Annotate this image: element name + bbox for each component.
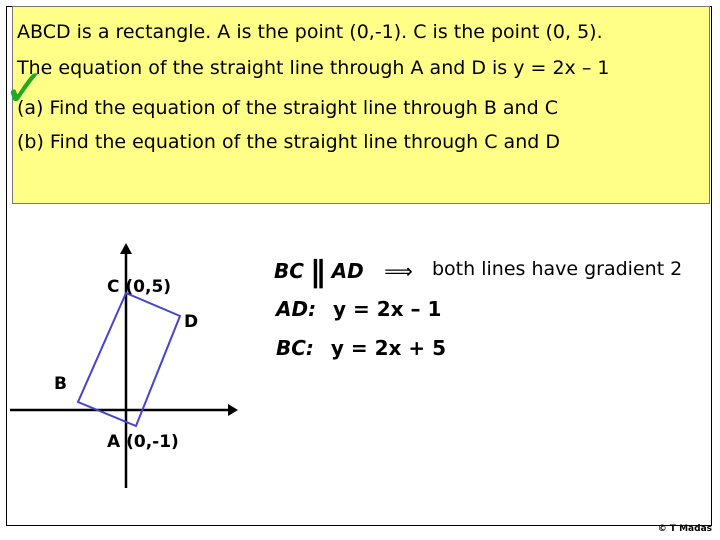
parallel-symbol: ∥ xyxy=(310,255,326,290)
y-axis-arrow xyxy=(120,243,132,254)
point-a-label: A xyxy=(107,432,121,452)
point-d-label: D xyxy=(184,312,199,332)
ad-equation: y = 2x – 1 xyxy=(333,297,442,321)
ad-label: AD: xyxy=(276,297,317,321)
ad-equation-line xyxy=(276,297,441,321)
parallel-left: BC xyxy=(274,259,304,283)
point-c-label: C xyxy=(107,277,120,297)
question-part-a: (a) Find the equation of the straight line through B and C xyxy=(17,97,558,119)
bc-equation-line xyxy=(276,336,446,360)
rectangle-abcd xyxy=(78,293,180,426)
bc-equation: y = 2x + 5 xyxy=(330,336,447,360)
parallel-right: AD xyxy=(331,259,364,283)
implies-symbol: ⟹ xyxy=(384,259,413,283)
question-line-1: ABCD is a rectangle. A is the point (0,-1). C is the point (0, 5). xyxy=(17,21,603,43)
point-c-coordinates: (0,5) xyxy=(125,277,172,297)
credit-text: © T Madas xyxy=(657,524,712,534)
x-axis-arrow xyxy=(228,404,238,416)
question-part-b: (b) Find the equation of the straight line through C and D xyxy=(17,131,560,153)
point-b-label: B xyxy=(54,374,67,394)
point-a-coordinates: (0,-1) xyxy=(126,432,179,452)
parallel-statement xyxy=(274,255,413,290)
question-line-2: The equation of the straight line through A and D is y = 2x – 1 xyxy=(17,57,610,79)
gradient-reason: both lines have gradient 2 xyxy=(432,258,683,280)
bc-label: BC: xyxy=(276,336,314,360)
check-mark-icon: ✓ xyxy=(3,59,47,119)
